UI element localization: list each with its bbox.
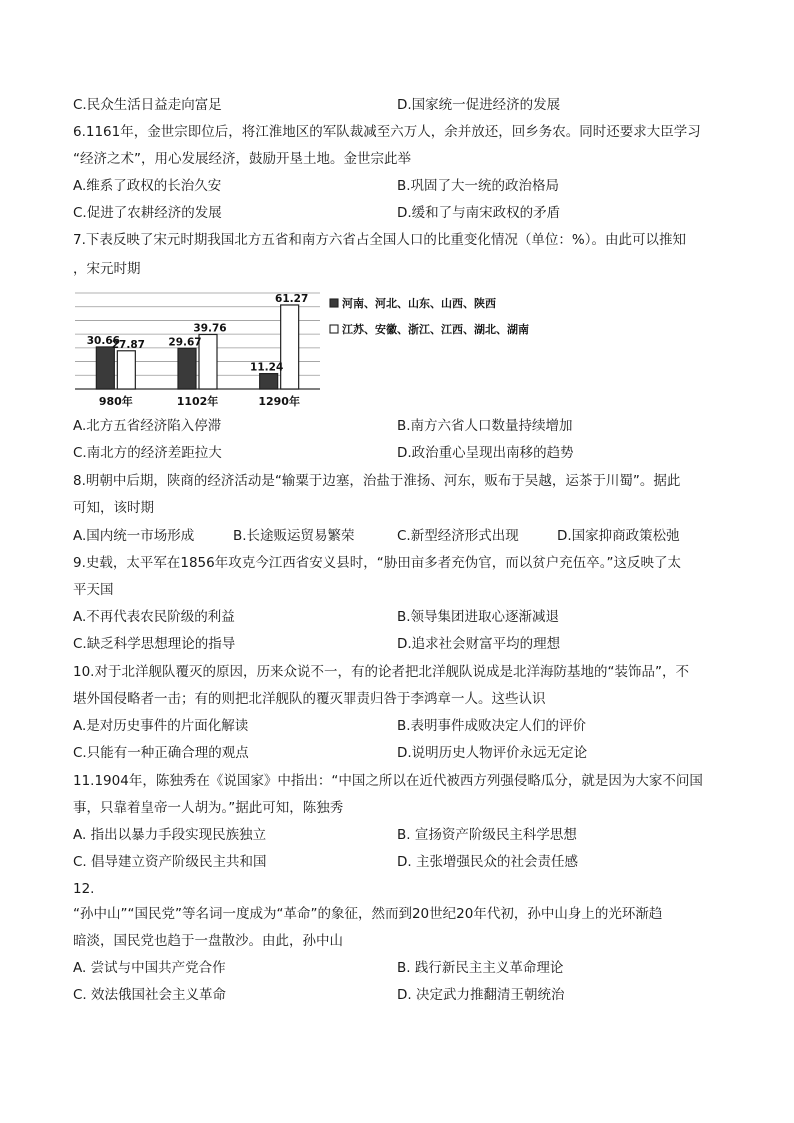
chart-value-label: 61.27	[275, 292, 309, 305]
chart-value-label: 27.87	[111, 338, 145, 351]
chart-x-tick-label: 980年	[98, 395, 133, 408]
q12-stem-line2: 暗淡，国民党也趋于一盘散沙。由此，孙中山	[73, 933, 343, 949]
chart-legend-label: 河南、河北、山东、山西、陕西	[342, 297, 496, 310]
q7-option-a: A.北方五省经济陷入停滞	[73, 418, 222, 434]
chart-bar	[178, 348, 196, 389]
q8-stem-line2: 可知，该时期	[73, 500, 154, 516]
chart-bar	[117, 351, 135, 389]
q10-option-d: D.说明历史人物评价永远无定论	[397, 745, 588, 761]
chart-value-label: 29.67	[168, 336, 202, 349]
chart-legend-swatch	[330, 299, 338, 307]
q8-option-b: B.长途贩运贸易繁荣	[233, 528, 355, 544]
chart-bar	[260, 374, 278, 389]
q6-option-c: C.促进了农耕经济的发展	[73, 205, 222, 221]
q7-stem-line1: 7.下表反映了宋元时期我国北方五省和南方六省占全国人口的比重变化情况（单位：%）。由此可以推知	[73, 232, 686, 248]
population-share-chart	[70, 285, 550, 410]
chart-bar	[281, 305, 299, 389]
q9-stem-line1: 9.史载，太平军在1856年攻克今江西省安义县时，“胁田亩多者充伪官，而以贫户充伍卒。”这反映了太	[73, 555, 681, 571]
q8-options-row	[0, 526, 794, 546]
q7-option-b: B.南方六省人口数量持续增加	[397, 418, 573, 434]
q9-option-b: B.领导集团进取心逐渐减退	[397, 609, 560, 625]
q9-option-a: A.不再代表农民阶级的利益	[73, 609, 235, 625]
q6-stem-line2: “经济之术”，用心发展经济，鼓励开垦土地。金世宗此举	[73, 151, 411, 167]
q11-option-c: C. 倡导建立资产阶级民主共和国	[73, 854, 267, 870]
q9-option-d: D.追求社会财富平均的理想	[397, 636, 561, 652]
q8-option-c: C.新型经济形式出现	[397, 528, 519, 544]
q12-option-b: B. 践行新民主主义革命理论	[397, 960, 564, 976]
q5-option-c: C.民众生活日益走向富足	[73, 97, 222, 113]
chart-value-label: 30.66	[86, 334, 120, 347]
q11-option-d: D. 主张增强民众的社会责任感	[397, 854, 578, 870]
chart-x-tick-label: 1290年	[258, 395, 300, 408]
q12-option-a: A. 尝试与中国共产党合作	[73, 960, 226, 976]
q12-option-c: C. 效法俄国社会主义革命	[73, 987, 227, 1003]
q6-option-a: A.维系了政权的长治久安	[73, 178, 222, 194]
chart-value-label: 39.76	[193, 322, 227, 335]
q10-option-a: A.是对历史事件的片面化解读	[73, 718, 249, 734]
q11-option-b: B. 宣扬资产阶级民主科学思想	[397, 827, 577, 843]
q12-stem-line1: “孙中山”“国民党”等名词一度成为“革命”的象征，然而到20世纪20年代初，孙中山身上的光环渐趋	[73, 906, 663, 922]
q9-stem-line2: 平天国	[73, 582, 114, 598]
chart-x-tick-labels	[99, 394, 300, 408]
q9-option-c: C.缺乏科学思想理论的指导	[73, 636, 236, 652]
q6-stem-line1: 6.1161年，金世宗即位后，将江淮地区的军队裁减至六万人，余并放还，回乡务农。同时还要求大臣学习	[73, 124, 701, 140]
q8-option-d: D.国家抑商政策松弛	[557, 528, 680, 544]
q6-option-d: D.缓和了与南宋政权的矛盾	[397, 205, 561, 221]
q6-option-b: B.巩固了大一统的政治格局	[397, 178, 560, 194]
chart-legend	[330, 296, 529, 336]
q10-stem-line2: 堪外国侵略者一击；有的则把北洋舰队的覆灭罪责归咎于李鸿章一人。这些认识	[73, 691, 546, 707]
q10-option-c: C.只能有一种正确合理的观点	[73, 745, 249, 761]
q11-option-a: A. 指出以暴力手段实现民族独立	[73, 827, 267, 843]
q8-stem-line1: 8.明朝中后期，陕商的经济活动是“输粟于边塞，治盐于淮扬、河东，贩布于吴越，运茶于川蜀”。据此	[73, 473, 681, 489]
chart-value-label: 11.24	[250, 361, 284, 374]
q7-stem-line2: ，宋元时期	[73, 261, 141, 277]
q11-stem-line1: 11.1904年，陈独秀在《说国家》中指出：“中国之所以在近代被西方列强侵略瓜分，就是因为大家不问国	[73, 773, 703, 789]
q8-option-a: A.国内统一市场形成	[73, 528, 195, 544]
q12-number: 12.	[73, 881, 95, 897]
chart-legend-label: 江苏、安徽、浙江、江西、湖北、湖南	[342, 323, 529, 336]
q5-option-d: D.国家统一促进经济的发展	[397, 97, 561, 113]
q10-option-b: B.表明事件成败决定人们的评价	[397, 718, 587, 734]
q12-option-d: D. 决定武力推翻清王朝统治	[397, 987, 565, 1003]
chart-legend-swatch	[330, 325, 338, 333]
chart-bar	[199, 334, 217, 389]
q7-option-d: D.政治重心呈现出南移的趋势	[397, 445, 574, 461]
q11-stem-line2: 事，只靠着皇帝一人胡为。”据此可知，陈独秀	[73, 800, 344, 816]
chart-bar	[96, 347, 114, 389]
q10-stem-line1: 10.对于北洋舰队覆灭的原因，历来众说不一，有的论者把北洋舰队说成是北洋海防基地的“装饰品”，不	[73, 664, 689, 680]
q7-option-c: C.南北方的经济差距拉大	[73, 445, 222, 461]
chart-x-tick-label: 1102年	[176, 395, 219, 408]
